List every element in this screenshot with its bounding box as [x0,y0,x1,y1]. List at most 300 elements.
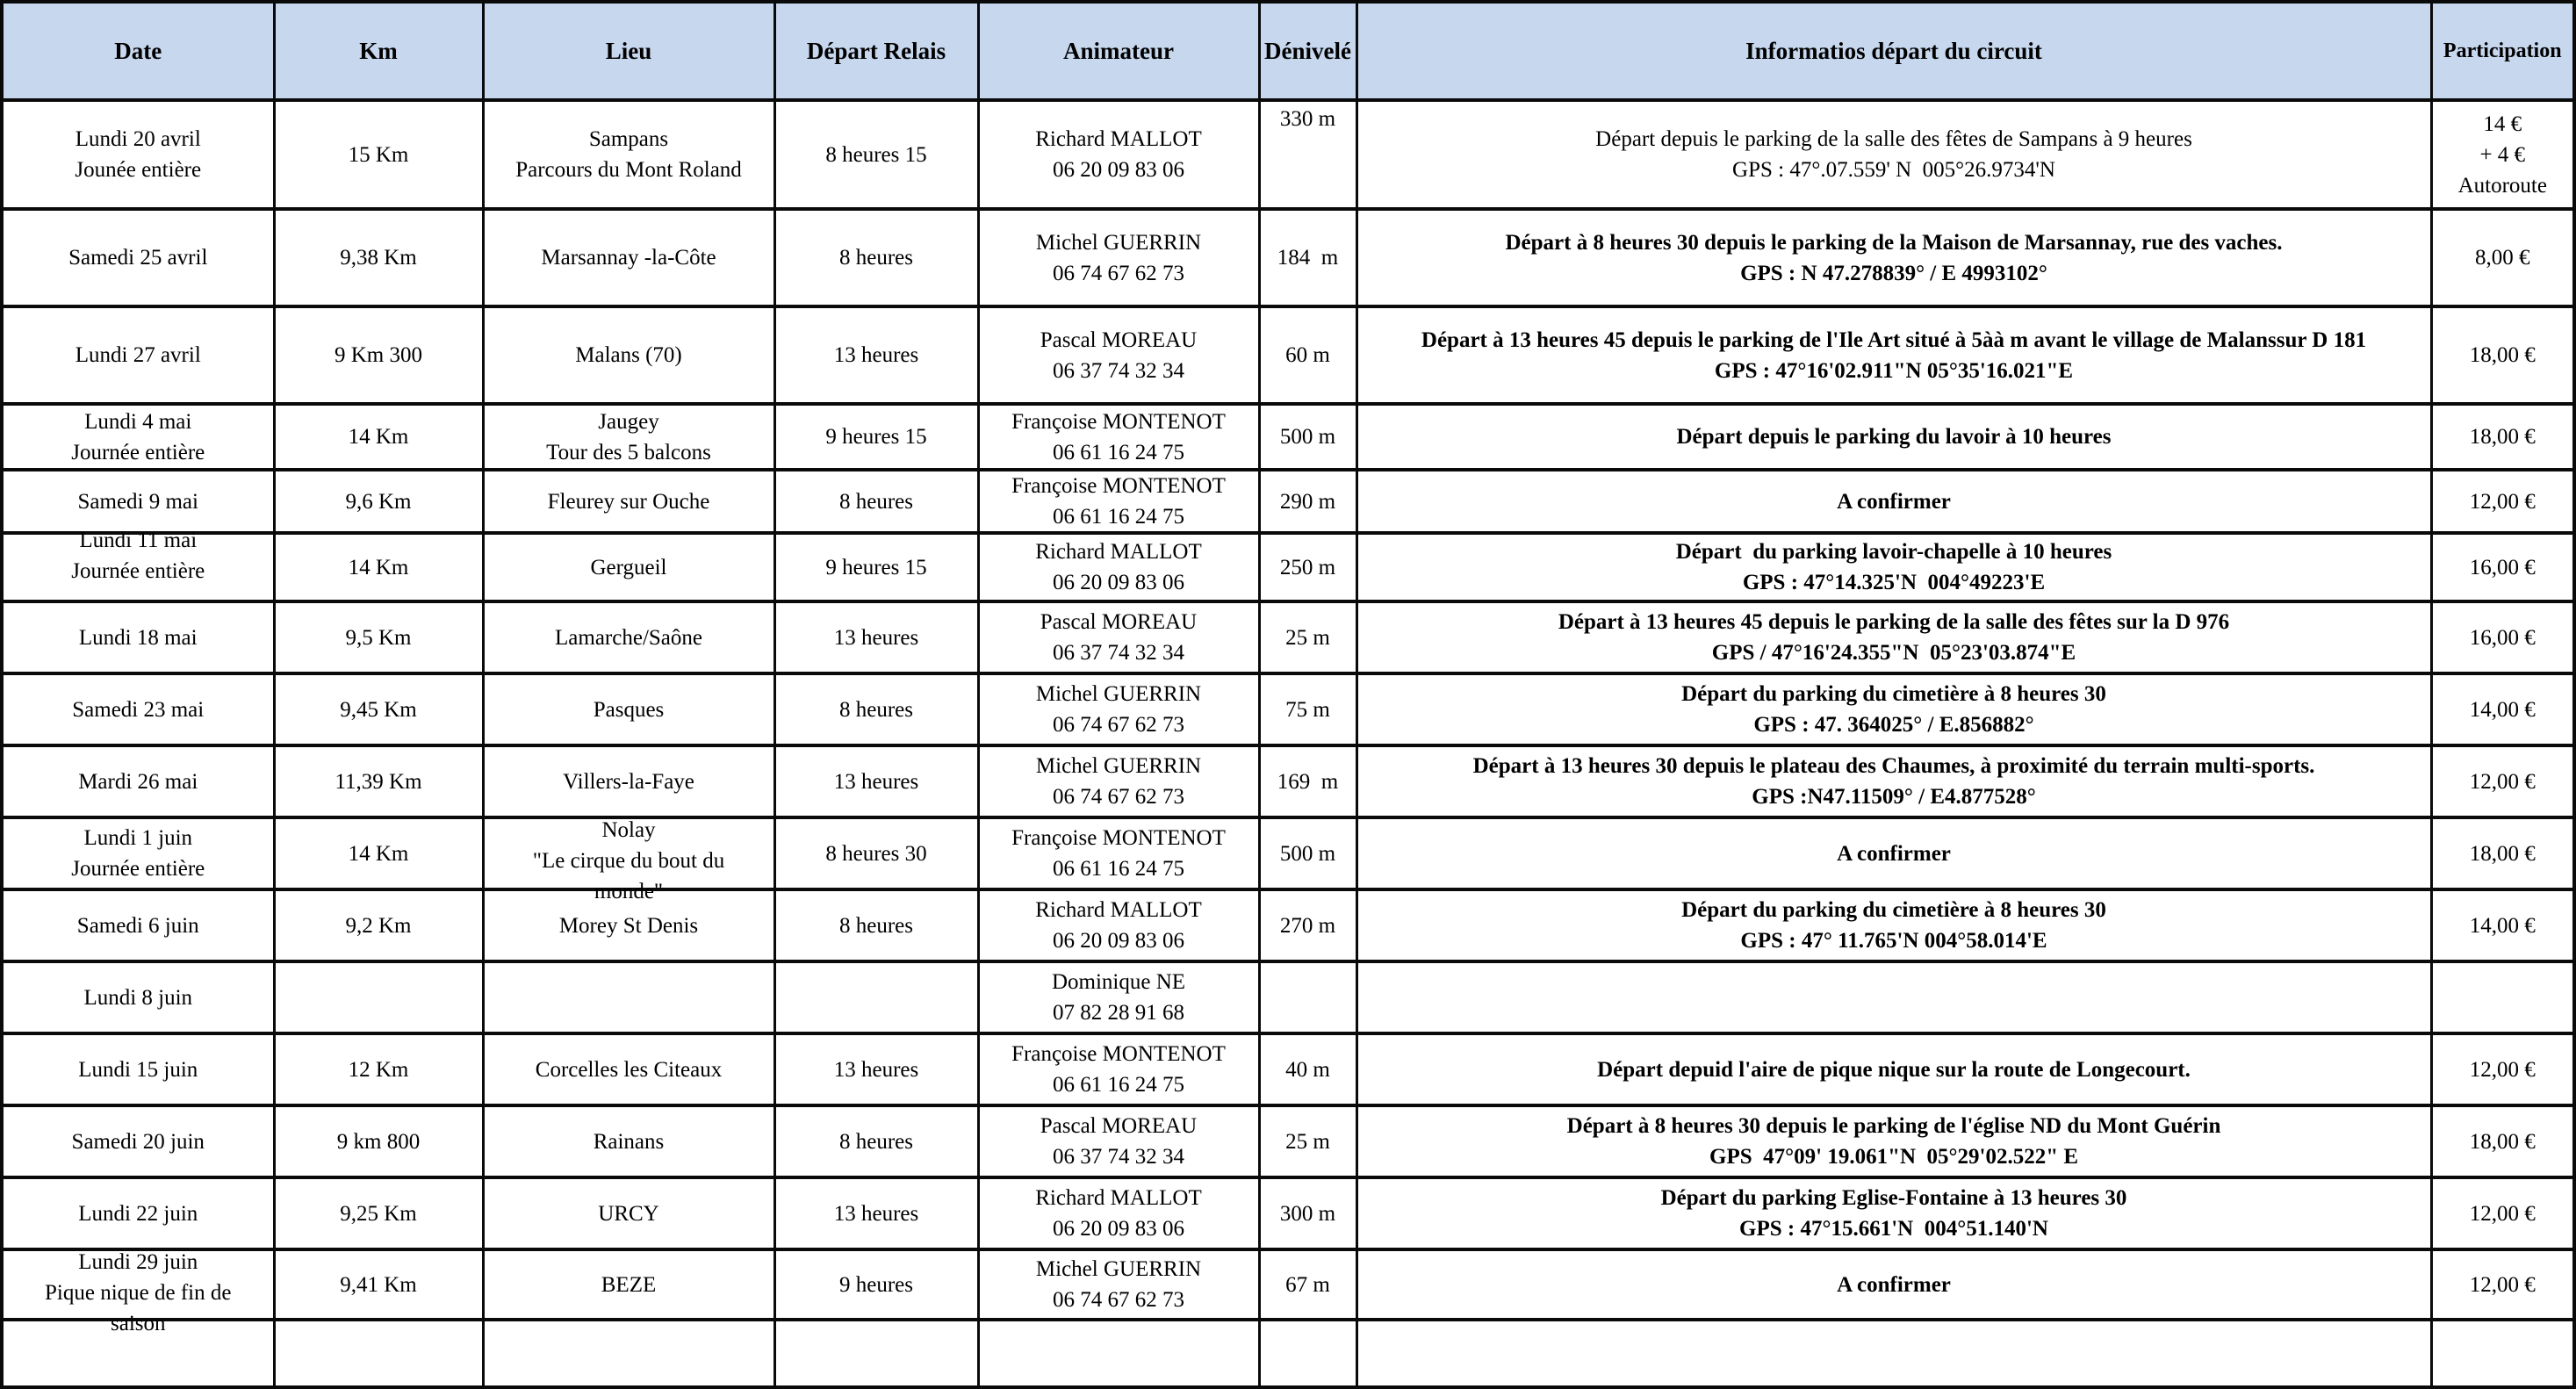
cell-infos-depart [1356,306,2431,404]
cell-date [2,673,274,745]
cell-text-line: URCY [598,1201,659,1226]
cell-text-line: 06 37 74 32 34 [1053,641,1184,665]
cell-text-line: Richard MALLOT [1035,898,1202,922]
col-header-date: Date [2,2,274,100]
cell-text-line: 18,00 € [2469,841,2536,866]
cell-text-line: 9,45 Km [340,697,417,722]
cell-date [2,961,274,1033]
cell-text-line: A confirmer [1837,1272,1951,1297]
cell-lieu [483,961,774,1033]
cell-text-line: Départ du parking du cimetière à 8 heures 30 [1681,682,2106,706]
cell-text-line: 13 heures [833,343,919,367]
cell-infos-depart [1356,404,2431,470]
cell-text-line: Richard MALLOT [1035,127,1202,151]
cell-text-line: 9 heures 15 [825,555,927,579]
cell-text-line: 14 Km [348,555,409,579]
cell-text-line: 13 heures [833,769,919,794]
cell-text-line: GPS 47°09' 19.061"N 05°29'02.522" E [1709,1145,2078,1169]
cell-km [274,533,483,601]
cell-text-line: 75 m [1285,697,1330,722]
cell-participation [2431,470,2574,533]
cell-km [274,100,483,209]
cell-infos-depart [1356,817,2431,889]
cell-km [274,306,483,404]
cell-km [274,1033,483,1105]
cell-date [2,1033,274,1105]
cell-denivele [1259,470,1356,533]
cell-text-line: 12 Km [348,1057,409,1082]
cell-lieu [483,1177,774,1249]
cell-animateur [978,1105,1259,1177]
cell-infos-depart [1356,745,2431,817]
cell-text-line: Départ à 8 heures 30 depuis le parking de l'église ND du Mont Guérin [1566,1114,2221,1138]
cell-animateur [978,745,1259,817]
cell-text-line: 06 74 67 62 73 [1053,785,1184,809]
cell-depart-relais [774,404,978,470]
cell-text-line: 14 Km [348,841,409,866]
table-row [2,889,2574,961]
cell-participation [2431,533,2574,601]
cell-animateur [978,889,1259,961]
cell-date [2,817,274,889]
cell-date [2,100,274,209]
cell-date [2,209,274,306]
cell-denivele [1259,404,1356,470]
cell-infos-depart [1356,209,2431,306]
cell-text-line: 06 37 74 32 34 [1053,1145,1184,1169]
cell-text-line: 8 heures [839,697,913,722]
cell-depart-relais [774,100,978,209]
cell-depart-relais [774,673,978,745]
cell-text-line: Jaugey [598,409,659,434]
cell-text-line: 8 heures [839,1129,913,1154]
cell-participation [2431,1249,2574,1320]
cell-lieu [483,601,774,673]
cell-text-line: Michel GUERRIN [1035,1257,1202,1281]
cell-depart-relais [774,601,978,673]
cell-km [274,1177,483,1249]
cell-text-line: Samedi 20 juin [71,1129,205,1154]
cell-text-line: Michel GUERRIN [1035,682,1202,706]
cell-text-line: 18,00 € [2469,343,2536,367]
cell-lieu [483,745,774,817]
cell-denivele [1259,306,1356,404]
cell-denivele [1259,961,1356,1033]
table-body [2,100,2574,1387]
cell-text-line: Départ à 13 heures 45 depuis le parking de l'Ile Art situé à 5àà m avant le village de Malanssur D 181 [1421,327,2367,352]
cell-lieu [483,1033,774,1105]
cell-participation [2431,306,2574,404]
cell-text-line: Départ du parking du cimetière à 8 heures 30 [1681,898,2106,922]
cell-text-line: Lundi 29 juin [78,1250,198,1274]
cell-km [274,1249,483,1320]
cell-text-line: 25 m [1285,1129,1330,1154]
cell-animateur [978,673,1259,745]
cell-text-line: 06 61 16 24 75 [1053,1073,1184,1097]
col-header-km: Km [274,2,483,100]
cell-text-line: A confirmer [1837,841,1951,866]
cell-text-line: Samedi 9 mai [77,489,198,514]
cell-denivele [1259,209,1356,306]
cell-text-line: 9 Km 300 [335,343,422,367]
cell-date [2,601,274,673]
cell-text-line: 8 heures [839,246,913,270]
cell-date [2,889,274,961]
cell-date [2,306,274,404]
cell-lieu [483,533,774,601]
cell-km [274,889,483,961]
cell-date [2,1177,274,1249]
cell-text-line: 06 20 09 83 06 [1053,1217,1184,1241]
cell-animateur [978,100,1259,209]
table-row [2,1320,2574,1387]
cell-infos-depart [1356,1033,2431,1105]
cell-text-line: Michel GUERRIN [1035,754,1202,778]
cell-text-line: 06 61 16 24 75 [1053,440,1184,464]
table-row [2,1105,2574,1177]
table-row [2,673,2574,745]
cell-text-line: 06 74 67 62 73 [1053,713,1184,737]
cell-date [2,404,274,470]
cell-text-line: Françoise MONTENOT [1011,826,1226,850]
cell-text-line: 14 € [2483,112,2522,136]
cell-infos-depart [1356,470,2431,533]
cell-text-line: Mardi 26 mai [78,769,198,794]
cell-infos-depart [1356,100,2431,209]
cell-text-line: 330 m [1279,107,1336,131]
cell-text-line: 16,00 € [2469,555,2536,579]
cell-text-line: Jounée entière [75,158,202,182]
cell-text-line: GPS : 47°.07.559' N 005°26.9734'N [1732,158,2055,182]
cell-text-line: 9 km 800 [336,1129,421,1154]
cell-depart-relais [774,961,978,1033]
table-row [2,601,2574,673]
cell-text-line: Françoise MONTENOT [1011,1042,1226,1066]
cell-participation [2431,745,2574,817]
cell-infos-depart [1356,533,2431,601]
cell-text-line: 9,2 Km [345,913,412,938]
cell-text-line: GPS :N47.11509° / E4.877528° [1752,785,2036,809]
cell-text-line: Départ à 13 heures 30 depuis le plateau des Chaumes, à proximité du terrain multi-sports. [1472,754,2315,778]
cell-text-line: 13 heures [833,1201,919,1226]
col-header-denivele: Dénivelé [1259,2,1356,100]
cell-text-line: 9 heures [839,1272,913,1297]
cell-text-line: Lundi 1 juin [83,826,193,850]
cell-depart-relais [774,1249,978,1320]
cell-denivele [1259,817,1356,889]
cell-text-line: 12,00 € [2469,1057,2536,1082]
cell-text-line: Richard MALLOT [1035,540,1202,564]
cell-text-line: Françoise MONTENOT [1011,409,1226,434]
cell-depart-relais [774,209,978,306]
cell-text-line: Pascal MOREAU [1040,610,1198,634]
cell-text-line: 18,00 € [2469,425,2536,449]
cell-text-line: Parcours du Mont Roland [515,158,742,182]
cell-animateur [978,306,1259,404]
cell-infos-depart [1356,673,2431,745]
cell-infos-depart [1356,1105,2431,1177]
cell-text-line: Départ depuis le parking de la salle des fêtes de Sampans à 9 heures [1595,127,2192,151]
cell-text-line: BEZE [601,1272,657,1297]
cell-text-line: Départ à 8 heures 30 depuis le parking de la Maison de Marsannay, rue des vaches. [1505,230,2283,255]
cell-denivele [1259,889,1356,961]
cell-text-line: 06 74 67 62 73 [1053,261,1184,285]
cell-depart-relais [774,1105,978,1177]
cell-text-line: Samedi 6 juin [76,913,199,938]
cell-denivele [1259,100,1356,209]
cell-text-line: Pasques [593,697,665,722]
col-header-participation: Participation [2431,2,2574,100]
cell-km [274,961,483,1033]
cell-text-line: Départ à 13 heures 45 depuis le parking de la salle des fêtes sur la D 976 [1558,610,2230,634]
cell-text-line: 12,00 € [2469,769,2536,794]
cell-text-line: monde" [594,880,664,903]
table-row [2,100,2574,209]
cell-text-line: Samedi 25 avril [68,246,208,270]
cell-lieu [483,817,774,903]
col-header-infos-depart: Informatios départ du circuit [1356,2,2431,100]
cell-participation [2431,1033,2574,1105]
cell-text-line: Journée entière [71,440,205,464]
cell-text-line: 06 37 74 32 34 [1053,358,1184,383]
cell-text-line: 500 m [1279,425,1336,449]
cell-text-line: Lundi 11 mai [79,529,198,552]
cell-animateur [978,209,1259,306]
cell-infos-depart [1356,1249,2431,1320]
cell-km [274,817,483,889]
cell-denivele [1259,1033,1356,1105]
cell-text-line: GPS / 47°16'24.355"N 05°23'03.874"E [1711,641,2076,665]
cell-text-line: 9,6 Km [345,489,412,514]
cell-participation [2431,961,2574,1033]
cell-text-line: Sampans [588,127,669,151]
table-row [2,533,2574,601]
table-row [2,1033,2574,1105]
cell-text-line: Lundi 4 mai [84,409,192,434]
col-header-depart-relais: Départ Relais [774,2,978,100]
cell-km [274,470,483,533]
cell-date [2,745,274,817]
cell-text-line: Nolay [601,818,656,842]
cell-participation [2431,817,2574,889]
cell-depart-relais [774,745,978,817]
cell-date [2,470,274,533]
cell-text-line: Richard MALLOT [1035,1186,1202,1210]
cell-text-line: 13 heures [833,625,919,650]
cell-text-line: Fleurey sur Ouche [547,489,710,514]
cell-text-line: 14 Km [348,425,409,449]
cell-text-line: Lundi 20 avril [75,127,201,151]
cell-text-line: 16,00 € [2469,625,2536,650]
table-row [2,209,2574,306]
cell-text-line: Rainans [593,1129,665,1154]
cell-lieu [483,209,774,306]
cell-text-line: 06 20 09 83 06 [1053,158,1184,182]
cell-lieu [483,470,774,533]
cell-denivele [1259,533,1356,601]
cell-animateur [978,1320,1259,1387]
table-row [2,404,2574,470]
cell-infos-depart [1356,889,2431,961]
cell-animateur [978,601,1259,673]
cell-date [2,529,274,601]
cell-lieu [483,404,774,470]
cell-text-line: 9 heures 15 [825,425,927,449]
table-header-row [2,2,2574,100]
cell-text-line: 06 74 67 62 73 [1053,1288,1184,1312]
cell-text-line: Corcelles les Citeaux [535,1057,723,1082]
cell-km [274,673,483,745]
cell-animateur [978,817,1259,889]
cell-text-line: 9,41 Km [340,1272,417,1297]
table-row [2,1177,2574,1249]
cell-text-line: 8 heures [839,913,913,938]
cell-text-line: GPS : 47°14.325'N 004°49223'E [1742,571,2046,594]
cell-text-line: 8 heures 15 [825,142,927,167]
cell-denivele [1259,745,1356,817]
cell-text-line: saison [111,1312,166,1335]
cell-participation [2431,1320,2574,1387]
cell-text-line: Samedi 23 mai [72,697,205,722]
cell-text-line: Lundi 18 mai [78,625,198,650]
cell-participation [2431,100,2574,209]
cell-animateur [978,404,1259,470]
cell-text-line: Lundi 15 juin [78,1057,198,1082]
cell-text-line: Malans (70) [575,343,682,367]
cell-text-line: 25 m [1285,625,1330,650]
table-row [2,961,2574,1033]
col-header-lieu: Lieu [483,2,774,100]
table-row [2,1249,2574,1320]
cell-animateur [978,1249,1259,1320]
cell-text-line: GPS : 47. 364025° / E.856882° [1753,713,2034,737]
cell-depart-relais [774,817,978,889]
cell-text-line: Villers-la-Faye [563,769,694,794]
table-row [2,745,2574,817]
cell-text-line: GPS : 47°15.661'N 004°51.140'N [1739,1217,2048,1241]
cell-lieu [483,1320,774,1387]
cell-animateur [978,961,1259,1033]
cell-text-line: 8,00 € [2475,246,2530,270]
cell-date [2,1105,274,1177]
cell-denivele [1259,1105,1356,1177]
cell-text-line: Lundi 22 juin [78,1201,198,1226]
cell-text-line: Gergueil [590,555,667,579]
cell-depart-relais [774,889,978,961]
cell-text-line: 500 m [1279,841,1336,866]
cell-text-line: Lamarche/Saône [555,625,702,650]
cell-km [274,745,483,817]
cell-text-line: GPS : 47°16'02.911"N 05°35'16.021"E [1714,358,2074,383]
cell-lieu [483,1249,774,1320]
cell-text-line: Pique nique de fin de [45,1281,232,1305]
cell-km [274,1105,483,1177]
cell-text-line: 9,5 Km [345,625,412,650]
cell-participation [2431,1177,2574,1249]
cell-text-line: 07 82 28 91 68 [1053,1001,1184,1025]
cell-text-line: Départ depuis le parking du lavoir à 10 heures [1676,425,2112,449]
cell-text-line: + 4 € [2479,142,2526,167]
cell-participation [2431,601,2574,673]
cell-text-line: 11,39 Km [335,769,422,794]
cell-depart-relais [774,533,978,601]
cell-text-line: 290 m [1279,489,1336,514]
cell-text-line: Départ depuid l'aire de pique nique sur la route de Longecourt. [1597,1057,2191,1082]
cell-text-line: 8 heures 30 [825,841,927,866]
cell-text-line: GPS : 47° 11.765'N 004°58.014'E [1740,929,2047,953]
table-row [2,817,2574,889]
cell-text-line: Dominique NE [1051,970,1186,994]
col-header-animateur: Animateur [978,2,1259,100]
cell-text-line: 270 m [1279,913,1336,938]
cell-depart-relais [774,1177,978,1249]
cell-text-line: 250 m [1279,555,1336,579]
cell-text-line: Lundi 8 juin [83,985,193,1010]
cell-km [274,1320,483,1387]
cell-denivele [1259,1320,1356,1387]
cell-km [274,209,483,306]
cell-text-line: Journée entière [71,559,205,583]
cell-participation [2431,209,2574,306]
cell-text-line: 9,38 Km [340,246,417,270]
cell-km [274,404,483,470]
cell-lieu [483,1105,774,1177]
cell-denivele [1259,1177,1356,1249]
cell-text-line: 184 m [1277,246,1339,270]
cell-text-line: Pascal MOREAU [1040,1114,1198,1138]
table-row [2,470,2574,533]
cell-lieu [483,100,774,209]
cell-text-line: Départ du parking Eglise-Fontaine à 13 heures 30 [1660,1186,2127,1210]
cell-text-line: 14,00 € [2469,913,2536,938]
cell-depart-relais [774,470,978,533]
cell-text-line: 67 m [1285,1272,1330,1297]
cell-lieu [483,306,774,404]
cell-text-line: Françoise MONTENOT [1011,474,1226,498]
cell-text-line: 12,00 € [2469,489,2536,514]
cell-date [2,1249,274,1335]
cell-text-line: 60 m [1285,343,1330,367]
cell-animateur [978,1177,1259,1249]
cell-participation [2431,889,2574,961]
cell-depart-relais [774,1320,978,1387]
cell-text-line: Journée entière [71,857,205,881]
cell-text-line: 300 m [1279,1201,1336,1226]
cell-text-line: 12,00 € [2469,1201,2536,1226]
cell-text-line: Michel GUERRIN [1035,230,1202,255]
cell-text-line: 9,25 Km [340,1201,417,1226]
cell-text-line: GPS : N 47.278839° / E 4993102° [1740,261,2047,285]
cell-depart-relais [774,1033,978,1105]
cell-text-line: Tour des 5 balcons [546,440,711,464]
cell-text-line: "Le cirque du bout du [532,849,725,873]
cell-infos-depart [1356,1320,2431,1387]
cell-text-line: 15 Km [348,142,409,167]
cell-animateur [978,470,1259,533]
cell-text-line: 06 20 09 83 06 [1053,571,1184,594]
cell-participation [2431,1105,2574,1177]
cell-text-line: Départ du parking lavoir-chapelle à 10 heures [1675,540,2112,564]
cell-text-line: A confirmer [1837,489,1951,514]
cell-text-line: Pascal MOREAU [1040,327,1198,352]
cell-text-line: Autoroute [2457,173,2547,198]
cell-text-line: 06 20 09 83 06 [1053,929,1184,953]
cell-infos-depart [1356,601,2431,673]
cell-denivele [1259,1249,1356,1320]
cell-text-line: Marsannay -la-Côte [541,246,716,270]
cell-lieu [483,673,774,745]
cell-text-line: 06 61 16 24 75 [1053,505,1184,529]
